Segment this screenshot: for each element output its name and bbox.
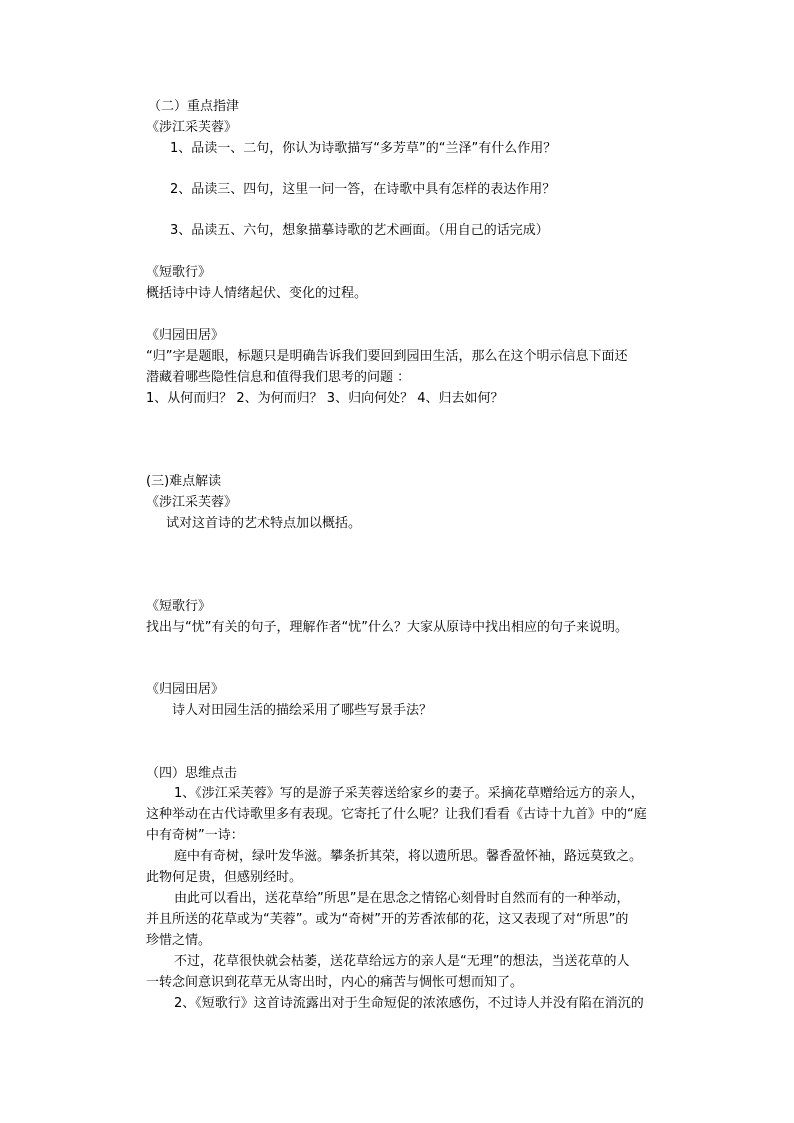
section4-paragraph2-line1: 由此可以看出，送花草给”所思”是在思念之情铭心刻骨时自然而有的一种举动， [174, 891, 630, 906]
section4-paragraph3-line1: 不过，花草很快就会枯萎，送花草给远方的亲人是“无理”的想法，当送花草的人 [174, 954, 630, 969]
section4-paragraph4-line1: 2、《短歌行》这首诗流露出对于生命短促的浓浓感伤，不过诗人并没有陷在消沉的 [174, 996, 644, 1011]
section3-poem2-task: 找出与“忧”有关的句子，理解作者“忧”什么？大家从原诗中找出相应的句子来说明。 [146, 620, 628, 635]
section2-poem3-questions: 1、从何而归？ 2、为何而归？ 3、归向何处？ 4、归去如何？ [146, 391, 504, 406]
section2-poem2-title: 《短歌行》 [146, 265, 212, 280]
section4-paragraph2-line3: 珍惜之情。 [146, 933, 212, 948]
section4-paragraph3-line2: 一转念间意识到花草无从寄出时，内心的痛苦与惆怅可想而知了。 [146, 975, 524, 990]
section3-poem3-title: 《归园田居》 [146, 682, 225, 697]
section3-poem2-title: 《短歌行》 [146, 599, 212, 614]
section4-paragraph1-line1: 1、《涉江采芙蓉》写的是游子采芙蓉送给家乡的妻子。采摘花草赠给远方的亲人， [174, 786, 644, 801]
section3-poem1-task: 试对这首诗的艺术特点加以概括。 [166, 516, 362, 531]
section4-poem-line1: 庭中有奇树，绿叶发华滋。攀条折其荣，将以遗所思。馨香盈怀袖，路远莫致之。 [174, 849, 643, 864]
section4-poem-line2: 此物何足贵，但感别经时。 [146, 870, 303, 885]
section3-poem3-task: 诗人对田园生活的描绘采用了哪些写景手法？ [172, 703, 433, 718]
section2-poem3-paragraph-line1: “归”字是题眼，标题只是明确告诉我们要回到园田生活，那么在这个明示信息下面还 [146, 349, 628, 364]
section2-heading: （二）重点指津 [148, 99, 240, 114]
section2-poem1-title: 《涉江采芙蓉》 [146, 120, 238, 135]
section2-question-2: 2、品读三、四句，这里一问一答，在诗歌中具有怎样的表达作用？ [170, 182, 556, 197]
section4-heading: （四）思维点击 [146, 766, 238, 781]
section2-poem3-title: 《归园田居》 [146, 328, 225, 343]
section3-poem1-title: 《涉江采芙蓉》 [146, 495, 238, 510]
section4-paragraph2-line2: 并且所送的花草或为“芙蓉”。或为“奇树”开的芳香浓郁的花，这又表现了对“所思”的 [146, 912, 629, 927]
section4-paragraph1-line3: 中有奇树”一诗： [146, 828, 244, 843]
section2-question-1: 1、品读一、二句，你认为诗歌描写“多芳草”的“兰泽”有什么作用？ [170, 141, 557, 156]
section2-question-3: 3、品读五、六句，想象描摹诗歌的艺术画面。（用自己的话完成） [170, 223, 549, 238]
section3-heading: (三)难点解读 [146, 474, 222, 489]
section4-paragraph1-line2: 这种举动在古代诗歌里多有表现。它寄托了什么呢？让我们看看《古诗十九首》中的“庭 [146, 807, 647, 822]
section2-poem3-paragraph-line2: 潜藏着哪些隐性信息和值得我们思考的问题 ： [146, 370, 411, 385]
section2-poem2-task: 概括诗中诗人情绪起伏、变化的过程。 [146, 286, 368, 301]
